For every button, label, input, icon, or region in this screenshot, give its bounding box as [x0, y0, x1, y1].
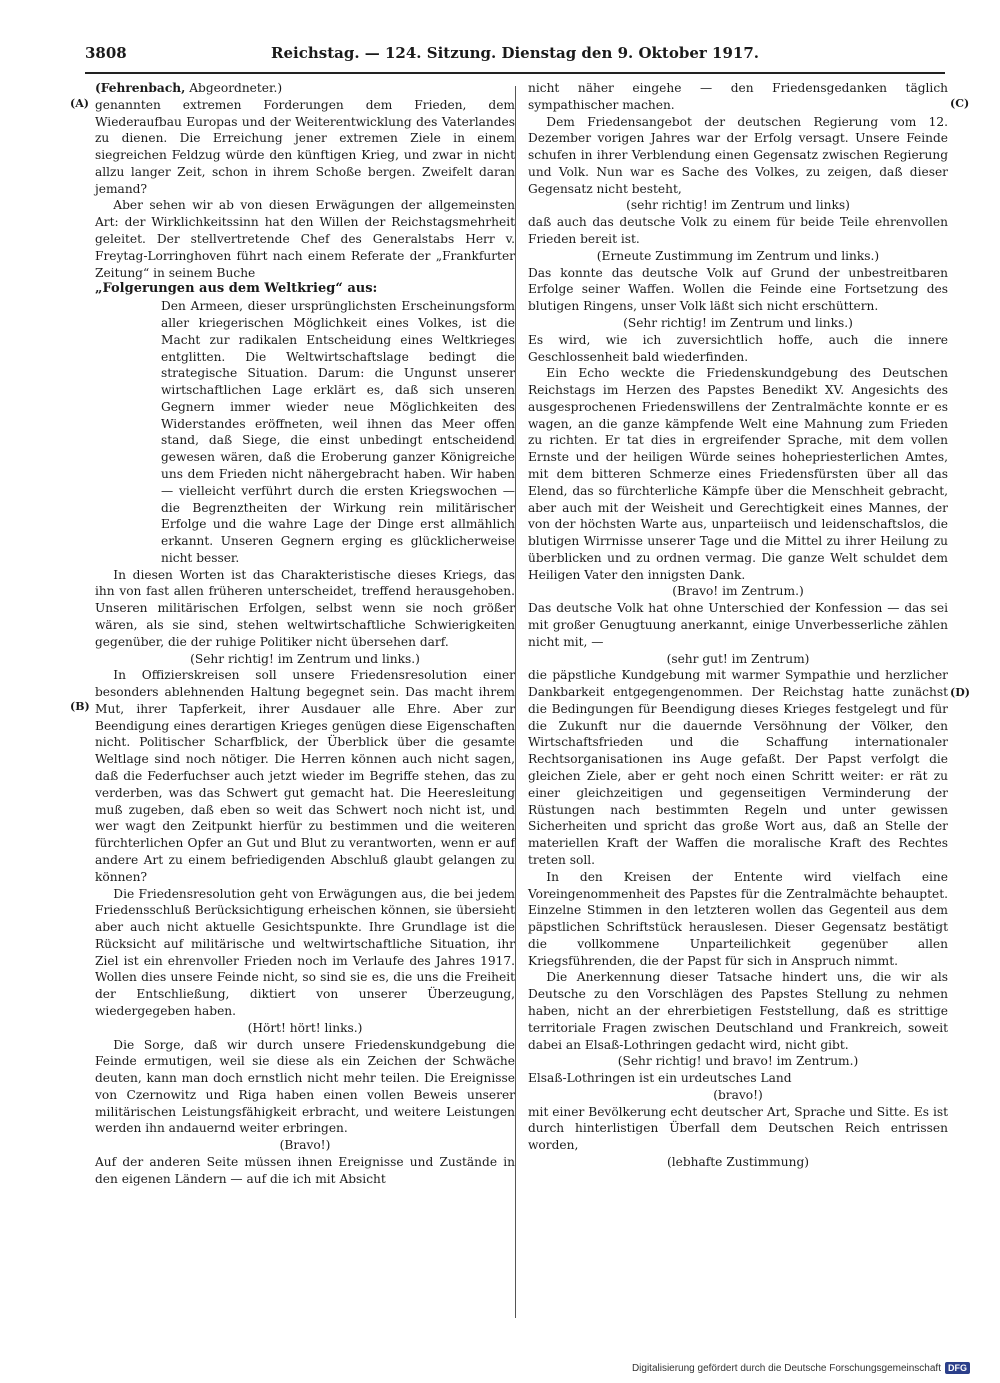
paragraph: Die Sorge, daß wir durch unsere Friedenskundgebung die Feinde ermutigen, weil sie diese als ein Zeichen der Schwäche deuten, kann man doch ernstlich nicht mehr teilen. Die Ereignisse von Czernowitz und Riga haben einen vollen Beweis unserer militärischen Leistungsfähigkeit erbracht, und weitere Leistungen werden ihn andauernd weiter erbringen. [95, 1037, 515, 1136]
paragraph: Auf der anderen Seite müssen ihnen Ereignisse und Zustände in den eigenen Ländern — auf die ich mit Absicht [95, 1155, 515, 1186]
paragraph: daß auch das deutsche Volk zu einem für beide Teile ehrenvollen Frieden bereit ist. [528, 215, 948, 247]
column-divider [515, 86, 516, 1318]
interjection: (Sehr richtig! und bravo! im Zentrum.) [617, 1054, 859, 1069]
paragraph: Die Anerkennung dieser Tatsache hindert uns, die wir als Deutsche zu den Vorschlägen des Papstes Stellung zu nehmen haben, nicht an der ehrerbietigen Feststellung, daß es strittige territoriale Fragen zwischen Deutschland und Frankreich, soweit dabei an Elsaß-Lothringen gedacht wird, nicht gibt. [528, 970, 948, 1052]
page-number: 3808 [85, 44, 127, 62]
interjection: (bravo!) [713, 1087, 763, 1102]
paragraph: In diesen Worten ist das Charakteristische dieses Kriegs, das ihn von fast allen früheren unterscheidet, treffend herausgehoben. Unseren militärischen Erfolgen, selbst wenn sie noch größer wären, als sie sind, stehen weltwirtschaftliche Schwierigkeiten gegenüber, die der ruhige Politiker nicht übersehen darf. [95, 567, 515, 649]
paragraph: Dem Friedensangebot der deutschen Regierung vom 12. Dezember vorigen Jahres war der Erfolg versagt. Unsere Feinde schufen in ihrer Verblendung einen Gegensatz zwischen Regierung und Volk. Nun war es Sache des Volkes, zu zeigen, daß dieser Gegensatz nicht besteht, [528, 114, 948, 196]
paragraph: Das konnte das deutsche Volk auf Grund der unbestreitbaren Erfolge seiner Waffen. Wollen die Feinde eine Fortsetzung des blutigen Ringens, unser Volk läßt sich nicht erschüttern. [528, 265, 948, 314]
paragraph: Elsaß-Lothringen ist ein urdeutsches Land [528, 1071, 792, 1086]
paragraph: In Offizierskreisen soll unsere Friedensresolution einer besonders ablehnenden Haltung begegnet sein. Das macht ihrem Mut, ihrer Tapferkeit, ihrer Ausdauer alle Ehre. Aber zur Beendigung eines derartigen Krieges genügen diese Eigenschaften nicht. Politischer Scharfblick, der Überblick über die gesamte Weltlage sind noch nötiger. Die Herren können auch nicht sagen, daß die Federfuchser auch jetzt wieder im Begriffe stehen, das zu verderben, was das Schwert gut gemacht hat. Die Heeresleitung muß zugeben, daß eben so weit das Schwert noch nicht ist, und wer wagt den Zeitpunkt hierfür zu bestimmen und die weiteren fürchterlichen Opfer an Gut und Blut zu verantworten, wenn er auf andere Art zu einem befriedigenden Abschluß glaubt gelangen zu können? [95, 668, 515, 884]
margin-mark-a: (A) [70, 97, 89, 110]
right-column [528, 80, 948, 1171]
interjection: (Erneute Zustimmung im Zentrum und links.) [596, 248, 880, 263]
block-quote: Den Armeen, dieser ursprünglichsten Erscheinungsform aller kriegerischen Möglichkeit eines Volkes, ist die Macht zur radikalen Entscheidung eines Weltkrieges entglitten. Die Weltwirtschaftslage bedingt die strategische Situation. Darum: die Ungunst unserer wirtschaftlichen Lage erklärt es, daß sich unseren Gegnern immer wieder neue Möglichkeiten des Widerstandes eröffneten, weil ihnen das Meer offen stand, daß Siege, die einst unbedingt entscheidend gewesen wären, daß die Eroberung ganzer Königreiche uns dem Frieden nicht nähergebracht haben. Wir haben — vielleicht verführt durch die ersten Kriegswochen — die Begrenztheiten der Wirkung rein militärischer Erfolge und die wahre Lage der Dinge erst allmählich erkannt. Unseren Gegnern erging es glücklicherweise nicht besser. [161, 299, 515, 565]
book-title: „Folgerungen aus dem Weltkrieg“ aus: [95, 281, 378, 297]
margin-mark-d: (D) [950, 686, 970, 699]
dfg-logo: DFG [945, 1362, 970, 1374]
paragraph: nicht näher eingehe — den Friedensgedanken täglich sympathischer machen. [528, 81, 948, 112]
paragraph: In den Kreisen der Entente wird vielfach eine Voreingenommenheit des Papstes für die Zentralmächte behauptet. Einzelne Stimmen in den letzteren wollen das Gegenteil aus dem päpstlichen Schriftstück herauslesen. Dieser Gegensatz bestätigt die vollkommene Unparteilichkeit gegenüber allen Kriegsführenden, die der Papst für sich in Anspruch nimmt. [528, 869, 948, 968]
header-rule [85, 72, 945, 74]
interjection: (Bravo! im Zentrum.) [672, 584, 804, 599]
page-title: Reichstag. — 124. Sitzung. Dienstag den 9. Oktober 1917. [271, 44, 759, 62]
margin-mark-b: (B) [70, 700, 90, 713]
interjection: (sehr gut! im Zentrum) [666, 651, 810, 666]
left-column [95, 80, 515, 1188]
interjection: (Hört! hört! links.) [247, 1020, 363, 1035]
footer-text: Digitalisierung gefördert durch die Deutsche Forschungsgemeinschaft [631, 1362, 941, 1374]
speaker-name: (Fehrenbach, [95, 81, 186, 95]
paragraph: Aber sehen wir ab von diesen Erwägungen der allgemeinsten Art: der Wirklichkeitssinn hat den Willen der Reichstagsmehrheit geleitet. Der stellvertretende Chef des Generalstabs Herr v. Freytag-Lorringhoven führt nach einem Referate der „Frankfurter Zeitung“ in seinem Buche [95, 198, 515, 280]
page-header [85, 44, 945, 66]
speaker-line [95, 80, 515, 97]
paragraph: genannten extremen Forderungen dem Frieden, dem Wiederaufbau Europas und der Weiterentwicklung des Vaterlandes zu dienen. Die Erreichung jener extremen Ziele in einem siegreichen Feldzug würde den künftigen Krieg, und zwar in nicht allzu langer Zeit, schon in ihrem Schoße bergen. Zweifelt daran jemand? [95, 97, 515, 196]
paragraph: Die Friedensresolution geht von Erwägungen aus, die bei jedem Friedensschluß Berücksichtigung erheischen können, sie übersieht aber auch nicht aktuelle Gesichtspunkte. Ihre Grundlage ist die Rücksicht auf militärische und weltwirtschaftliche Situation, ihr Ziel ist ein ehrenvoller Frieden noch im Verlaufe des Jahres 1917. Wollen dies unsere Feinde nicht, so sind sie es, die uns die Freiheit der Entschließung, diktiert von unserer Überzeugung, wiedergegeben haben. [95, 886, 515, 1018]
speaker-role: Abgeordneter.) [189, 81, 283, 95]
margin-mark-c: (C) [950, 97, 970, 110]
footer [632, 1362, 970, 1374]
paragraph: die päpstliche Kundgebung mit warmer Sympathie und herzlicher Dankbarkeit entgegengenommen. Der Reichstag hatte zunächst die Bedingungen für Beendigung dieses Krieges festgelegt und für die Zukunft nur die dauernde Versöhnung der Völker, den Wirtschaftsfrieden und die Schaffung internationaler Rechtsorganisationen ins Auge gefaßt. Der Papst verfolgt die gleichen Ziele, aber er geht noch einen Schritt weiter: er rät zu einer gleichzeitigen und gegenseitigen Verminderung der Rüstungen nach bestimmten Regeln und unter gewissen Sicherheiten und spricht das große Wort aus, daß an Stelle der materiellen Kraft der Waffen die moralische Kraft des Rechtes treten soll. [528, 668, 948, 867]
paragraph: mit einer Bevölkerung echt deutscher Art, Sprache und Sitte. Es ist durch hinterlistigen Überfall dem Deutschen Reich entrissen worden, [528, 1104, 948, 1153]
interjection: (Sehr richtig! im Zentrum und links.) [623, 315, 853, 330]
paragraph: Ein Echo weckte die Friedenskundgebung des Deutschen Reichstags im Herzen des Papstes Benedikt XV. Angesichts des ausgesprochenen Friedenswillens der Zentralmächte konnte er es wagen, an die ganze kämpfende Welt eine Mahnung zum Frieden zu richten. Er tat dies in ergreifender Sprache, mit dem vollen Ernste und der heiligen Würde seines hohepriesterlichen Amtes, mit dem bitteren Schmerze eines Friedensfürsten über all das Elend, das so fürchterliche Kämpfe über die Menschheit gebracht, aber auch mit der Weisheit und Gerechtigkeit eines Mannes, der von der höchsten Warte aus, unparteiisch und leidenschaftslos, die blutigen Wirrnisse unserer Tage und die Mittel zu ihrer Heilung zu überblicken und zu ordnen vermag. Die ganze Welt schuldet dem Heiligen Vater den innigsten Dank. [528, 366, 948, 582]
interjection: (sehr richtig! im Zentrum und links) [626, 198, 850, 213]
interjection: (Sehr richtig! im Zentrum und links.) [190, 651, 420, 666]
interjection: (lebhafte Zustimmung) [666, 1155, 809, 1169]
paragraph: Es wird, wie ich zuversichtlich hoffe, auch die innere Geschlossenheit bald wiederfinden. [528, 332, 948, 364]
interjection: (Bravo!) [279, 1138, 331, 1153]
paragraph: Das deutsche Volk hat ohne Unterschied der Konfession — das sei mit großer Genugtuung anerkannt, einige Unverbesserliche zählen nicht mit, — [528, 601, 948, 649]
